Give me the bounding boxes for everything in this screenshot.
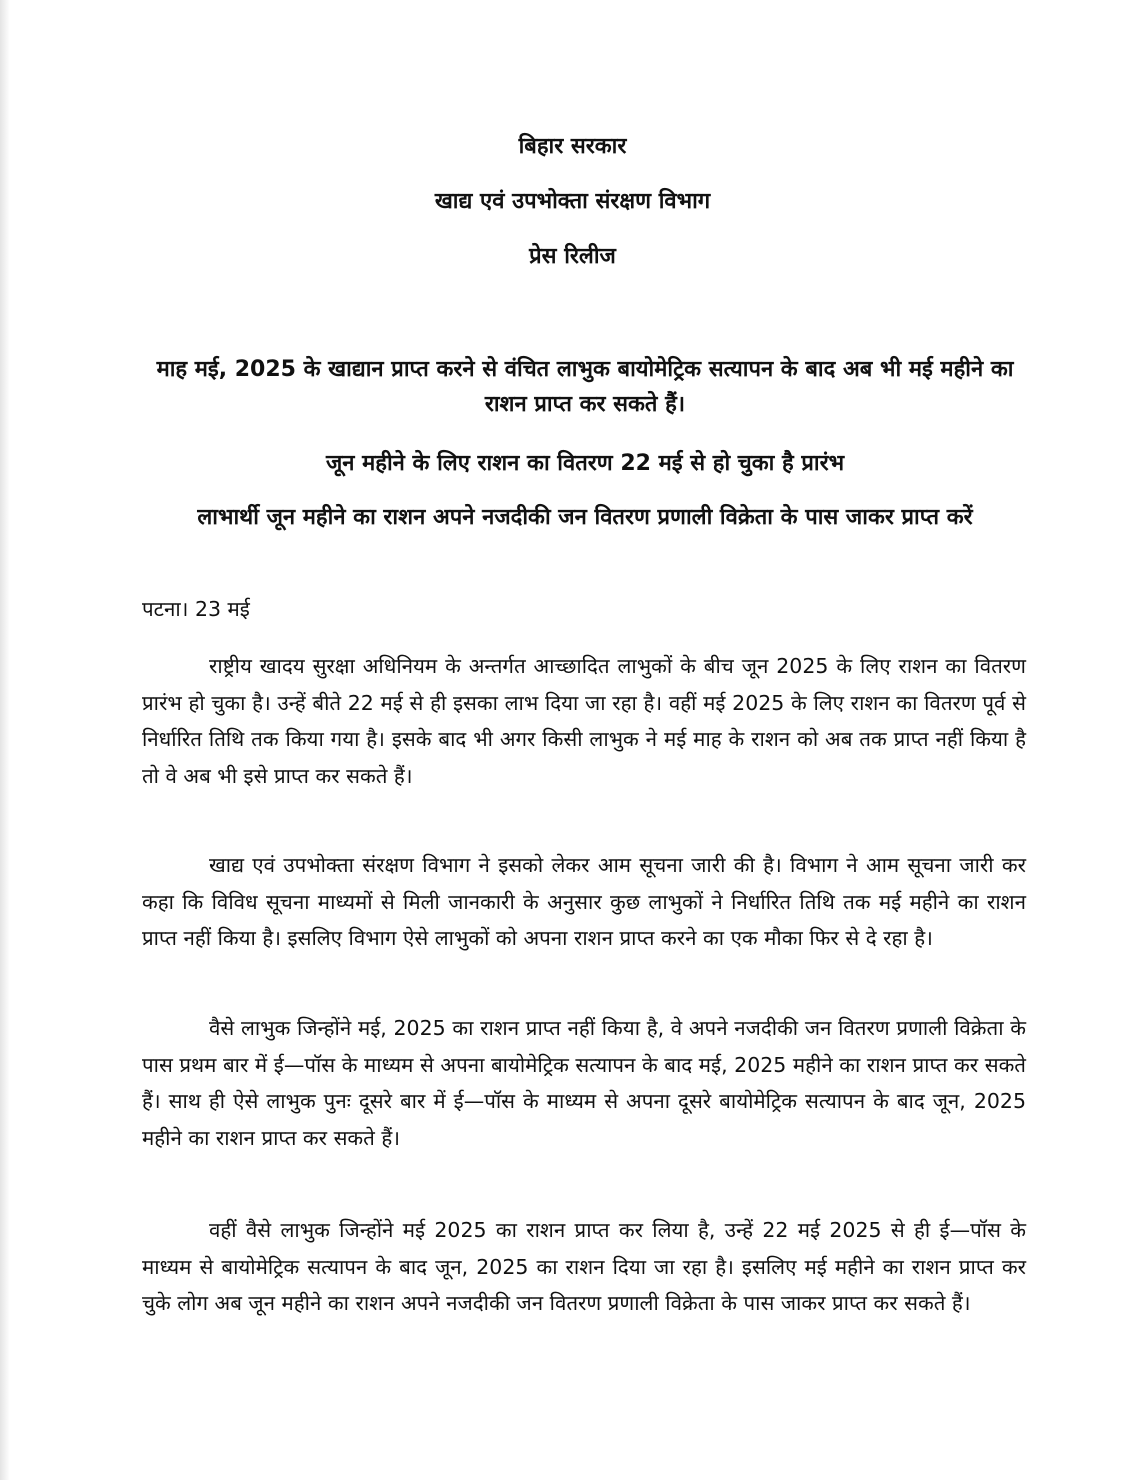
headline-3: लाभार्थी जून महीने का राशन अपने नजदीकी जन वितरण प्रणाली विक्रेता के पास जाकर प्राप्त करें [197, 505, 973, 530]
dateline: पटना। 23 मई [142, 597, 250, 621]
headline-2: जून महीने के लिए राशन का वितरण 22 मई से हो चुका है प्रारंभ [325, 451, 845, 476]
headline-1: माह मई, 2025 के खाद्यान प्राप्त करने से वंचित लाभुक बायोमेट्रिक सत्यापन के बाद अब भी मई महीने का राशन प्राप्त कर सकते हैं। [156, 357, 1014, 417]
body-paragraph-4: वहीं वैसे लाभुक जिन्होंने मई 2025 का राशन प्राप्त कर लिया है, उन्हें 22 मई 2025 से ही ई—पॉस के माध्यम से बायोमेट्रिक सत्यापन के बाद जून, 2025 का राशन दिया जा रहा है। इसलिए मई महीने का राशन प्राप्त कर चुके लोग अब जून महीने का राशन अपने नजदीकी जन वितरण प्रणाली विक्रेता के पास जाकर प्राप्त कर सकते हैं। [142, 1218, 1026, 1315]
body-paragraph-2: खाद्य एवं उपभोक्ता संरक्षण विभाग ने इसको लेकर आम सूचना जारी की है। विभाग ने आम सूचना जारी कर कहा कि विविध सूचना माध्यमों से मिली जानकारी के अनुसार कुछ लाभुकों ने निर्धारित तिथि तक मई महीने का राशन प्राप्त नहीं किया है। इसलिए विभाग ऐसे लाभुकों को अपना राशन प्राप्त करने का एक मौका फिर से दे रहा है। [142, 853, 1027, 950]
page-edge-shadow [0, 0, 10, 1480]
body-paragraph-1: राष्ट्रीय खादय सुरक्षा अधिनियम के अन्तर्गत आच्छादित लाभुकों के बीच जून 2025 के लिए राशन का वितरण प्रारंभ हो चुका है। उन्हें बीते 22 मई से ही इसका लाभ दिया जा रहा है। वहीं मई 2025 के लिए राशन का वितरण पूर्व से निर्धारित तिथि तक किया गया है। इसके बाद भी अगर किसी लाभुक ने मई माह के राशन को अब तक प्राप्त नहीं किया है तो वे अब भी इसे प्राप्त कर सकते हैं। [142, 654, 1026, 788]
department-title: खाद्य एवं उपभोक्ता संरक्षण विभाग [434, 189, 711, 214]
body-paragraph-3: वैसे लाभुक जिन्होंने मई, 2025 का राशन प्राप्त नहीं किया है, वे अपने नजदीकी जन वितरण प्रणाली विक्रेता के पास प्रथम बार में ई—पॉस के माध्यम से अपना बायोमेट्रिक सत्यापन के बाद मई, 2025 महीने का राशन प्राप्त कर सकते हैं। साथ ही ऐसे लाभुक पुनः दूसरे बार में ई—पॉस के माध्यम से अपना दूसरे बायोमेट्रिक सत्यापन के बाद जून, 2025 महीने का राशन प्राप्त कर सकते हैं। [142, 1016, 1026, 1150]
government-title: बिहार सरकार [518, 134, 627, 159]
press-release-label: प्रेस रिलीज [529, 244, 616, 269]
